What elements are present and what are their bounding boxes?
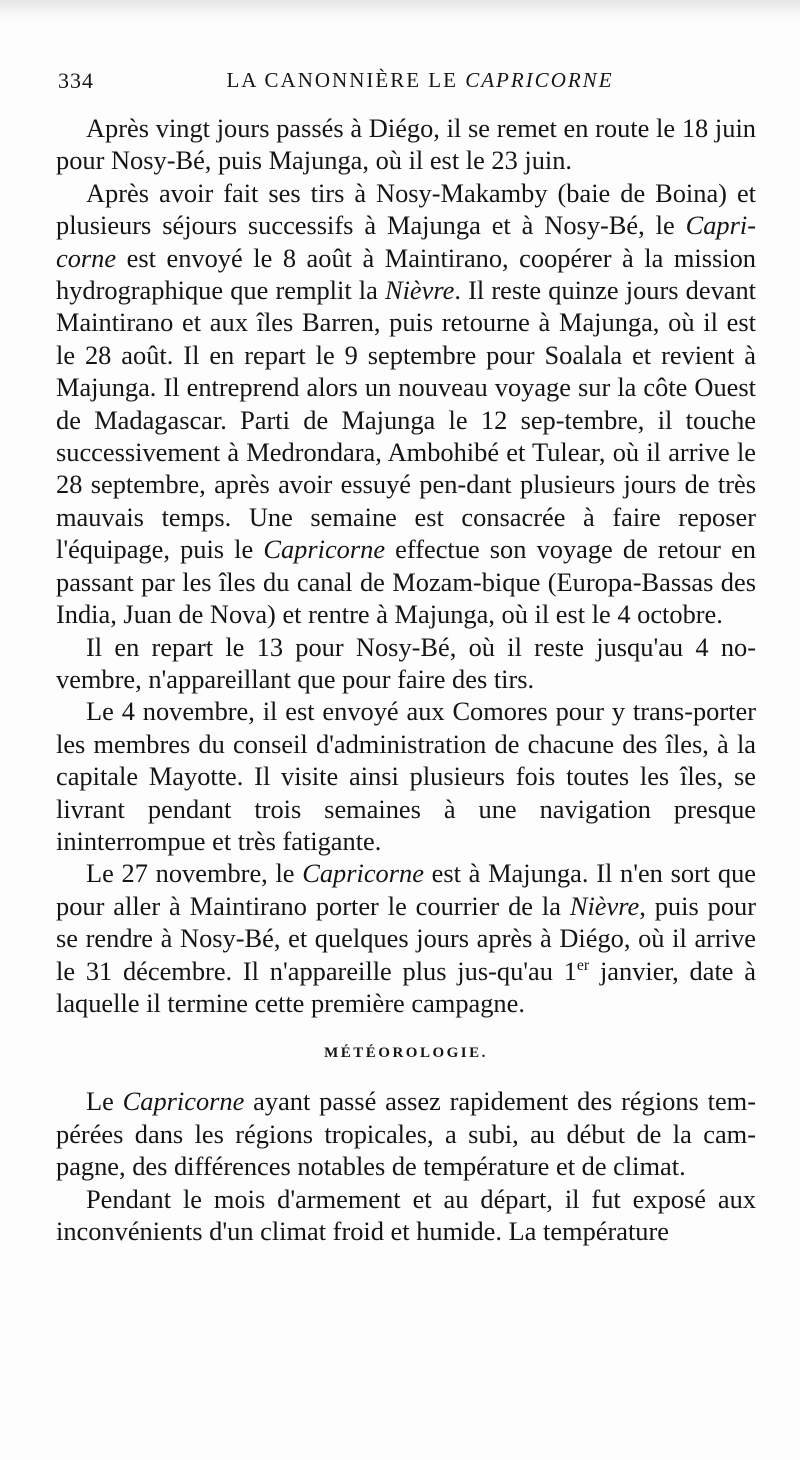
paragraph-text: Après avoir fait ses tirs à Nosy-Makamby (baie de Boina) et plusieurs séjours successifs à Majunga et à Nosy-Bé, le xyxy=(56,177,756,241)
page-top-edge xyxy=(0,0,800,22)
paragraph-text: Pendant le mois d'armement et au départ, il fut exposé aux inconvénients d'un climat froid et humide. La température xyxy=(56,1183,756,1246)
italic-ship-name: Capricorne xyxy=(122,1086,245,1117)
italic-ship-name: Nièvre xyxy=(569,890,640,921)
ordinal-superscript: er xyxy=(576,956,590,974)
page-number: 334 xyxy=(58,68,94,93)
paragraph-text: , puis pour se rendre à Nosy-Bé, et quelques jours après à Diégo, où il arrive le 31 décembre. Il n'appareille plus jus-qu'au 1 xyxy=(56,890,756,986)
paragraph-text: . Il reste quinze jours devant Maintirano et aux îles Barren, puis retourne à Majunga, où il est le 28 août. Il en repart le 9 septembre pour Soalala et revient à Majunga. Il entreprend alors un nouveau voyage sur la côte Ouest de Madagascar. Parti de Majunga le 12 sep-tembre, il touche successivement à Medrondara, Ambohibé et Tulear, où il arrive le 28 septembre, après avoir essuyé pen-dant plusieurs jours de très mauvais temps. Une semaine est consacrée à faire reposer l'équipage, puis le xyxy=(56,275,757,565)
section-paragraphs xyxy=(56,1085,756,1247)
paragraph-text: Le 27 novembre, le xyxy=(86,858,303,889)
running-title-prefix: LA CANONNIÈRE LE xyxy=(226,68,458,92)
paragraph-text: Le xyxy=(86,1086,123,1117)
paragraph xyxy=(56,112,756,177)
paragraph-text: janvier, date à laquelle il termine cette première campagne. xyxy=(56,955,756,1018)
paragraph-text: effectue son voyage de retour en passant par les îles du canal de Mozam-bique (Europa-Bassas des India, Juan de Nova) et rentre à Majunga, où il est le 4 octobre. xyxy=(56,534,756,630)
paragraph xyxy=(56,1183,756,1248)
italic-ship-name: Capricorne xyxy=(302,858,424,889)
paragraph-text: est envoyé le 8 août à Maintirano, coopérer à la mission hydrographique que remplit la xyxy=(56,242,756,306)
section-heading: MÉTÉOROLOGIE. xyxy=(324,1045,488,1062)
paragraph-text: ayant passé assez rapidement des régions tem-pérées dans les régions tropicales, a subi, au début de la cam-pagne, des différences notables de température et de climat. xyxy=(56,1086,756,1182)
paragraph xyxy=(56,631,756,696)
body-text xyxy=(56,112,756,1247)
italic-ship-name: Capricorne xyxy=(263,534,386,565)
paragraph-text: Après vingt jours passés à Diégo, il se remet en route le 18 juin pour Nosy-Bé, puis Majunga, où il est le 23 juin. xyxy=(56,113,756,176)
paragraph-text: Le 4 novembre, il est envoyé aux Comores pour y trans-porter les membres du conseil d'administration de chacune des îles, à la capitale Mayotte. Il visite ainsi plusieurs fois toutes les îles, se livrant pendant trois semaines à une navigation presque ininterrompue et très fatigante. xyxy=(56,696,756,856)
running-header xyxy=(56,68,744,98)
paragraph xyxy=(56,695,756,857)
running-title xyxy=(56,68,744,93)
paragraph xyxy=(56,177,756,631)
italic-ship-name: Capri-corne xyxy=(56,210,756,273)
paragraph-text: est à Majunga. Il n'en sort que pour aller à Maintirano porter le courrier de la xyxy=(56,858,756,921)
running-title-ship: CAPRICORNE xyxy=(465,68,614,92)
paragraph xyxy=(56,1085,756,1182)
paragraph-text: Il en repart le 13 pour Nosy-Bé, où il reste jusqu'au 4 no-vembre, n'appareillant que pour faire des tirs. xyxy=(56,631,756,694)
italic-ship-name: Nièvre xyxy=(384,275,455,306)
main-paragraphs xyxy=(56,112,756,1019)
paragraph xyxy=(56,857,756,1019)
